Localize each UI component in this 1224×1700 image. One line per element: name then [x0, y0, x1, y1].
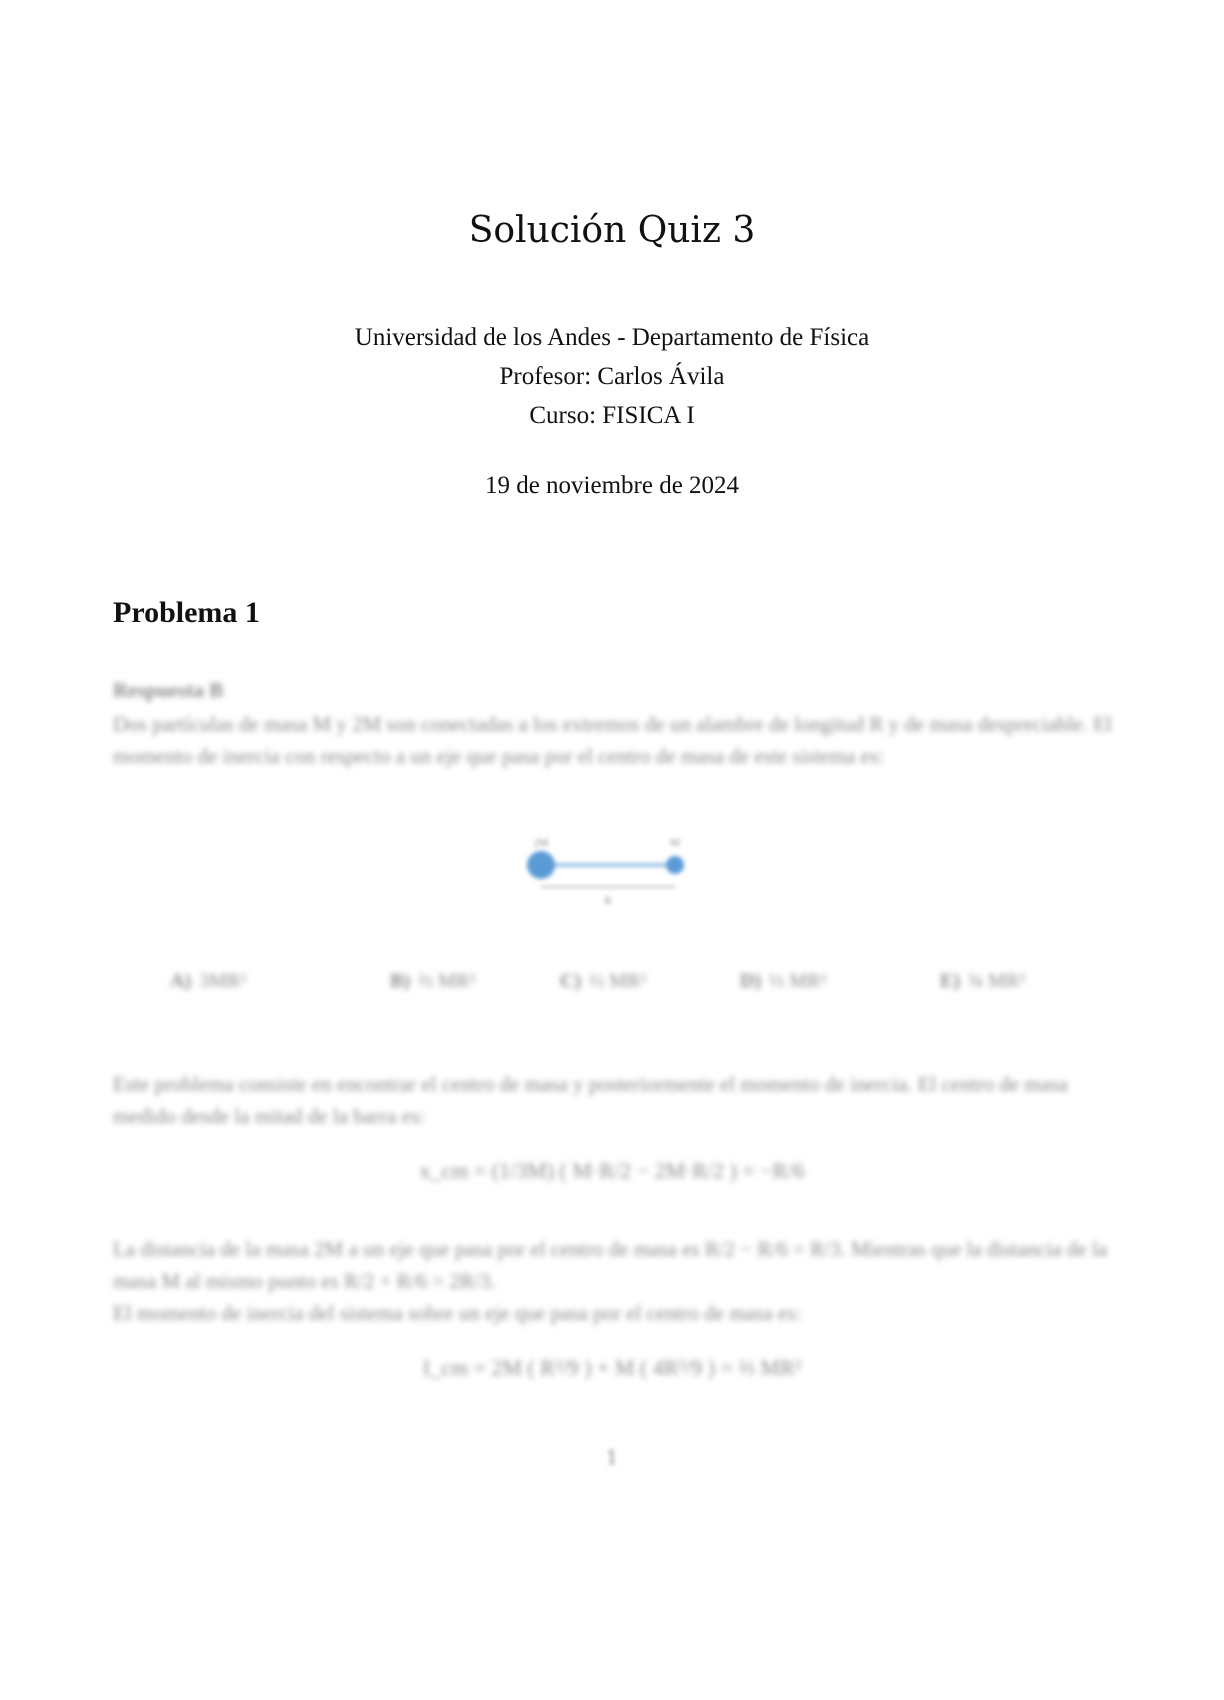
- option-text: 3MR²: [199, 970, 247, 992]
- option-a: [170, 970, 246, 993]
- option-letter: B): [390, 970, 410, 992]
- mass-left: [527, 851, 555, 879]
- problem-heading: Problema 1: [113, 596, 260, 629]
- option-letter: D): [740, 970, 762, 992]
- center-of-mass-equation: x_cm = (1/3M) ( M·R/2 − 2M·R/2 ) = −R/6: [419, 1158, 805, 1183]
- problem-statement: Dos partículas de masa M y 2M son conectadas a los extremos de un alambre de longitud R y de masa despreciable. El momento de inercia con respecto a un eje que pasa por el centro de masa de este sistema es:: [113, 712, 1112, 768]
- option-text: ¾ MR²: [968, 970, 1026, 992]
- option-text: ⅔ MR²: [418, 970, 476, 992]
- page-number: 1: [605, 1445, 619, 1469]
- professor: Profesor: Carlos Ávila: [499, 363, 725, 390]
- author-block: [0, 318, 1224, 435]
- distance-text: La distancia de la masa 2M a un eje que pasa por el centro de masa es R/2 − R/6 = R/3. Mientras que la distancia de la masa M al mismo punto es R/2 + R/6 = 2R/3.: [113, 1237, 1108, 1293]
- length-label: R: [604, 895, 612, 907]
- option-letter: A): [170, 970, 192, 992]
- option-d: [740, 970, 826, 993]
- option-letter: E): [940, 970, 960, 992]
- option-c: [560, 970, 646, 993]
- answer-label: Respuesta B: [113, 678, 224, 702]
- option-b: [390, 970, 475, 993]
- two-mass-figure: [525, 832, 705, 912]
- moment-of-inertia-equation: I_cm = 2M ( R²/9 ) + M ( 4R²/9 ) = ⅔ MR²: [422, 1355, 802, 1380]
- option-text: ⅓ MR²: [769, 970, 827, 992]
- mass-left-label: 2M: [533, 837, 549, 849]
- date: 19 de noviembre de 2024: [484, 472, 740, 499]
- mass-right-label: M: [670, 837, 680, 849]
- institution: Universidad de los Andes - Departamento de Física: [354, 324, 870, 351]
- option-text: ½ MR²: [589, 970, 647, 992]
- option-e: [940, 970, 1025, 993]
- page-title: Solución Quiz 3: [468, 210, 756, 251]
- inertia-intro-text: El momento de inercia del sistema sobre un eje que pasa por el centro de masa es:: [113, 1301, 802, 1325]
- option-letter: C): [560, 970, 582, 992]
- course: Curso: FISICA I: [529, 402, 695, 429]
- answer-options: [0, 970, 1224, 1010]
- explanation-intro: Este problema consiste en encontrar el centro de masa y posteriormente el momento de inercia. El centro de masa medido desde la mitad de la barra es:: [113, 1072, 1068, 1128]
- mass-right: [666, 856, 684, 874]
- distance-explanation: [113, 1233, 1113, 1329]
